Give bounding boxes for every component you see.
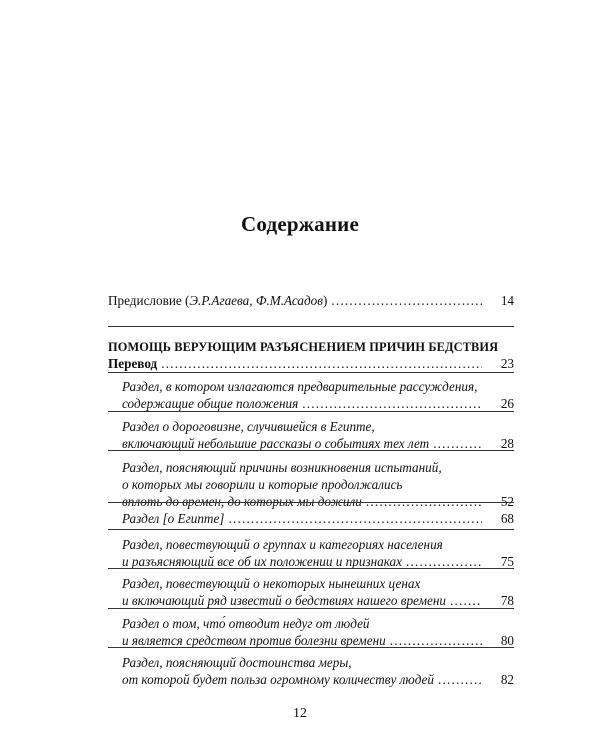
preface-label: Предисловие ( [108, 293, 190, 308]
preface-authors: Э.Р.Агаева, Ф.М.Асадов [189, 293, 323, 308]
toc-entry-line: включающий небольшие рассказы о событиях тех лет [122, 436, 430, 451]
preface-close: ) [323, 293, 328, 308]
toc-entry-preface [108, 292, 514, 309]
toc-page-number: 52 [500, 494, 514, 509]
toc-entry-line: Раздел, поясняющий достоинства меры, [122, 655, 352, 670]
toc-entry-line: Раздел, в котором излагаются предварительные рассуждения, [122, 379, 478, 394]
translation-label: Перевод [108, 356, 158, 371]
toc-entry-section [122, 615, 514, 649]
leader-dots [161, 355, 482, 372]
toc-entry-line: от которой будет польза огромному количеству людей [122, 672, 434, 687]
leader-dots [450, 592, 482, 609]
toc-entry-section [122, 575, 514, 609]
toc-entry-line: Раздел [о Египте] [122, 511, 225, 526]
divider-rule [108, 326, 514, 327]
toc-page-number: 14 [500, 293, 514, 308]
book-title: ПОМОЩЬ ВЕРУЮЩИМ РАЗЪЯСНЕНИЕМ ПРИЧИН БЕДСТВИЯ [108, 340, 499, 354]
page-number: 12 [293, 706, 307, 721]
toc-page-number: 23 [500, 356, 514, 371]
toc-entry-section [122, 536, 514, 570]
toc-entry-line: Раздел, повествующий о некоторых нынешних ценах [122, 576, 421, 591]
toc-entry-translation [108, 355, 514, 372]
divider-rule [108, 450, 514, 451]
divider-rule [108, 568, 514, 569]
toc-page-number: 80 [500, 633, 514, 648]
toc-entry-line: Раздел о дороговизне, случившейся в Египте, [122, 419, 375, 434]
toc-page-number: 28 [500, 436, 514, 451]
leader-dots [331, 292, 482, 309]
divider-rule [108, 372, 514, 373]
divider-rule [108, 529, 514, 530]
page-title: Содержание [241, 212, 359, 236]
toc-entry-section [122, 654, 514, 688]
toc-entry-line: вплоть до времен, до которых мы дожили [122, 494, 362, 509]
toc-entry-section [122, 510, 514, 527]
toc-entry-line: о которых мы говорили и которые продолжались [122, 477, 403, 492]
divider-rule [108, 608, 514, 609]
toc-entry-line: и разъясняющий все об их положении и признаках [122, 554, 403, 569]
toc-entry-text [108, 292, 327, 309]
leader-dots [438, 671, 482, 688]
toc-entry-line: содержащие общие положения [122, 396, 299, 411]
toc-entry-line: Раздел о том, что́ отводит недуг от людей [122, 616, 370, 631]
toc-page-number: 78 [500, 593, 514, 608]
toc-page-number: 68 [500, 511, 514, 526]
toc-entry-section [122, 378, 514, 412]
leader-dots [302, 395, 482, 412]
leader-dots [228, 510, 482, 527]
toc-entry-line: и включающий ряд известий о бедствиях нашего времени [122, 593, 446, 608]
toc-entry-line: Раздел, повествующий о группах и категориях населения [122, 537, 443, 552]
toc-page-number: 26 [500, 396, 514, 411]
toc-entry-line: и является средством против болезни времени [122, 633, 386, 648]
divider-rule [108, 411, 514, 412]
divider-rule [108, 502, 514, 503]
toc-page-number: 82 [500, 672, 514, 687]
toc-entry-line: Раздел, поясняющий причины возникновения испытаний, [122, 460, 442, 475]
toc-entry-section [122, 418, 514, 452]
divider-rule [108, 647, 514, 648]
toc-page-number: 75 [500, 554, 514, 569]
